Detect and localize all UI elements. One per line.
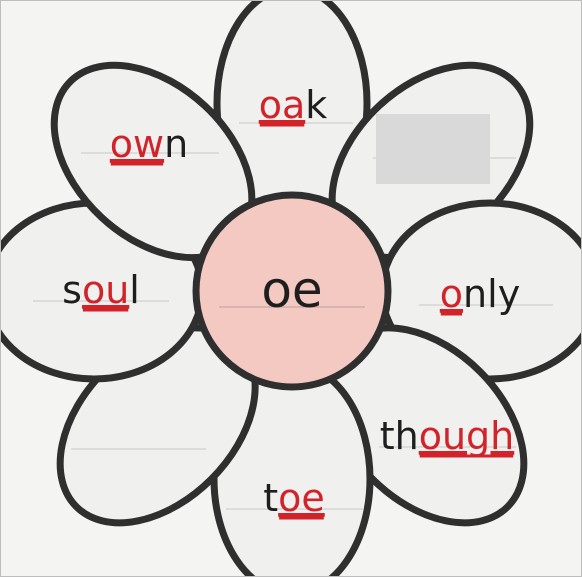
word-top-left: [110, 122, 188, 166]
word-part: k: [305, 83, 328, 127]
grapheme-highlight: oa: [258, 83, 306, 127]
center-label: oe: [261, 261, 323, 319]
word-top: [259, 83, 328, 127]
word-right: [440, 272, 520, 316]
word-part: s: [62, 268, 82, 312]
word-part: n: [164, 122, 189, 166]
word-bottom: [263, 476, 325, 520]
word-part: th: [379, 414, 419, 458]
grapheme-highlight: ou: [81, 268, 130, 312]
hidden-word-cover: [376, 114, 490, 184]
grapheme-highlight: ow: [109, 122, 165, 166]
word-part: l: [129, 268, 140, 312]
grapheme-highlight: ough: [418, 414, 515, 458]
word-part: nly: [463, 272, 521, 316]
grapheme-highlight: oe: [278, 476, 325, 520]
word-part: t: [263, 476, 279, 520]
grapheme-highlight: o: [439, 272, 464, 316]
word-bottom-right: [380, 414, 515, 458]
word-left: [62, 268, 140, 312]
flower-drawing: [1, 1, 582, 577]
